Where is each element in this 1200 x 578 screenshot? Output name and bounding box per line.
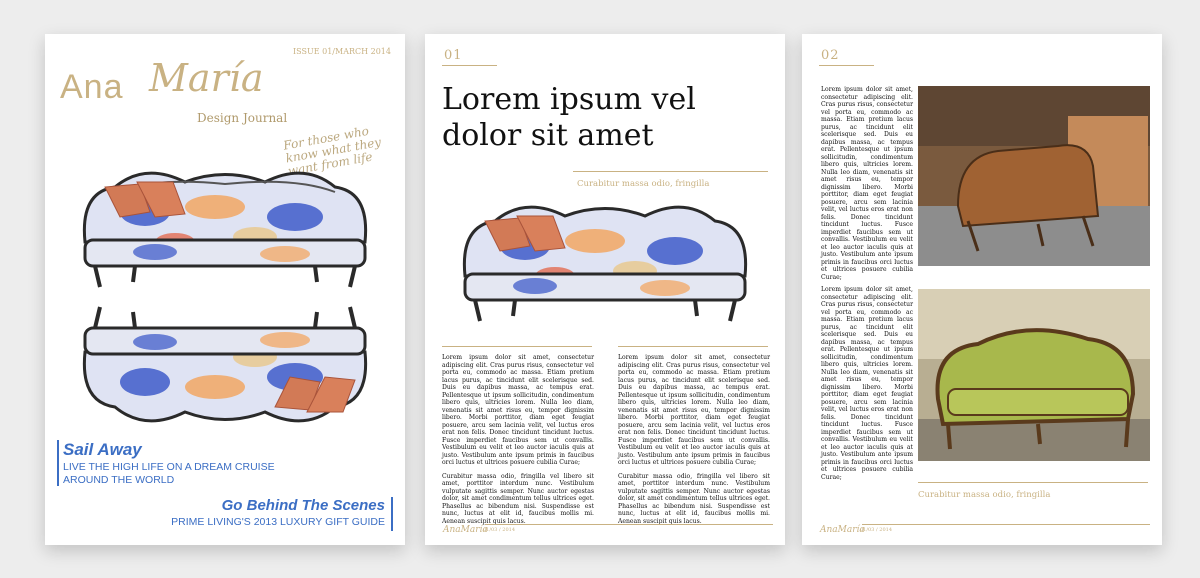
sofa-image (455, 196, 755, 326)
behind-scenes-title: Go Behind The Scenes (221, 497, 385, 514)
article-kicker: Curabitur massa odio, fringilla (577, 179, 710, 189)
paragraph: Curabitur massa odio, fringilla vel libero sit amet, porttitor interdum nunc. Vestibulum vulputate sagittis semper. Nunc auctor egestas dolor, sit amet condimentum tellus ultrices eget. Phasellus ac bibendum nisi. Suspendisse est nunc, luctus at elit id, faucibus mollis mi. Aenean suscipit quis lacus. (442, 472, 594, 525)
footer-logo: AnaMaría (443, 525, 488, 535)
magazine-cover (45, 34, 405, 545)
logo-maria: María (149, 56, 264, 100)
page-number: 02 (821, 48, 840, 63)
article-page-02 (802, 34, 1162, 545)
kicker-rule (918, 482, 1148, 483)
issue-label: ISSUE 01/MARCH 2014 (293, 47, 391, 56)
page-number: 01 (444, 48, 463, 63)
sail-accent-bar (57, 440, 59, 486)
green-sofa-photo (918, 289, 1150, 461)
paragraph: Lorem ipsum dolor sit amet, consectetur adipiscing elit. Cras purus risus, consectetur vel porta eu, commodo ac massa. Etiam pretium lacus purus, ac tincidunt elit scelerisque sed. Duis eu dapibus massa, ac tempus erat. Pellentesque ut ipsum sollicitudin, condimentum libero quis, ultricies lorem. Nulla leo diam, venenatis sit amet risus eu, tempor dignissim libero. Morbi porttitor, diam eget feugiat posuere, arcu sem lacinia velit, vel luctus eros erat non felis. Donec tincidunt tincidunt luctus. Fusce imperdiet faucibus sem ut convallis. Vestibulum eu velit et leo auctor iaculis quis at justo. Vestibulum ante ipsum primis in faucibus orci luctus et ultrices posuere cubilia Curae; (821, 86, 913, 281)
page-number-rule (819, 65, 874, 66)
text-column-top (821, 86, 913, 287)
headline-rule (573, 171, 768, 172)
paragraph: Curabitur massa odio, fringilla vel libero sit amet, porttitor interdum nunc. Vestibulum vulputate sagittis semper. Nunc auctor egestas dolor, sit amet condimentum tellus ultrices eget. Phasellus ac bibendum nisi. Suspendisse est nunc, luctus at elit id, faucibus mollis mi. Aenean suscipit quis lacus. (618, 472, 770, 525)
sail-away-subtitle: LIVE THE HIGH LIFE ON A DREAM CRUISE AROUND THE WORLD (63, 461, 275, 486)
paragraph: Lorem ipsum dolor sit amet, consectetur adipiscing elit. Cras purus risus, consectetur vel porta eu, commodo ac massa. Etiam pretium lacus purus, ac tincidunt elit scelerisque sed. Duis eu dapibus massa, ac tempus erat. Pellentesque ut ipsum sollicitudin, condimentum libero quis, ultricies lorem. Nulla leo diam, venenatis sit amet risus eu, tempor dignissim libero. Morbi porttitor, diam eget feugiat posuere, arcu sem lacinia velit, vel luctus eros erat non felis. Donec tincidunt tincidunt luctus. Fusce imperdiet faucibus sem ut convallis. Vestibulum eu velit et leo auctor iaculis quis at justo. Vestibulum ante ipsum primis in faucibus orci luctus et ultrices posuere cubilia Curae; (821, 286, 913, 481)
article-headline: Lorem ipsum vel dolor sit amet (442, 82, 696, 153)
article-column-2 (618, 354, 770, 531)
footer-issue: 01/03 / 2014 (483, 527, 515, 533)
gbs-accent-bar (391, 497, 393, 531)
footer-rule (862, 524, 1150, 525)
sofa-image-top (75, 162, 375, 292)
logo-subtitle: Design Journal (197, 111, 288, 125)
footer-logo: AnaMaría (820, 525, 865, 535)
footer-issue: 01/03 / 2014 (860, 527, 892, 533)
footer-rule (485, 524, 773, 525)
logo-ana: Ana (60, 68, 124, 106)
article-kicker: Curabitur massa odio, fringilla (918, 490, 1051, 500)
workshop-photo-frame (918, 86, 1150, 266)
text-column-bottom (821, 286, 913, 487)
sofa-image-bottom (75, 302, 375, 432)
page-number-rule (442, 65, 497, 66)
column-rule-1 (442, 346, 592, 347)
article-column-1 (442, 354, 594, 531)
cover-tagline: For those who know what they want from life (282, 123, 383, 179)
paragraph: Lorem ipsum dolor sit amet, consectetur adipiscing elit. Cras purus risus, consectetur vel porta eu, commodo ac massa. Etiam pretium lacus purus, ac tincidunt elit scelerisque sed. Duis eu dapibus massa, ac tempus erat. Pellentesque ut ipsum sollicitudin, condimentum libero quis, ultricies lorem. Nulla leo diam, venenatis sit amet risus eu, tempor dignissim libero. Morbi porttitor, diam eget feugiat posuere, arcu sem lacinia velit, vel luctus eros erat non felis. Donec tincidunt tincidunt luctus. Fusce imperdiet faucibus sem ut convallis. Vestibulum eu velit et leo auctor iaculis quis at justo. Vestibulum ante ipsum primis in faucibus orci luctus et ultrices posuere cubilia Curae; (618, 354, 770, 466)
behind-scenes-subtitle: PRIME LIVING'S 2013 LUXURY GIFT GUIDE (171, 516, 385, 528)
article-page-01 (425, 34, 785, 545)
column-rule-2 (618, 346, 768, 347)
sail-away-title: Sail Away (63, 440, 142, 459)
paragraph: Lorem ipsum dolor sit amet, consectetur adipiscing elit. Cras purus risus, consectetur vel porta eu, commodo ac massa. Etiam pretium lacus purus, ac tincidunt elit scelerisque sed. Duis eu dapibus massa, ac tempus erat. Pellentesque ut ipsum sollicitudin, condimentum libero quis, ultricies lorem. Nulla leo diam, venenatis sit amet risus eu, tempor dignissim libero. Morbi porttitor, diam eget feugiat posuere, arcu sem lacinia velit, vel luctus eros erat non felis. Donec tincidunt tincidunt luctus. Fusce imperdiet faucibus sem ut convallis. Vestibulum eu velit et leo auctor iaculis quis at justo. Vestibulum ante ipsum primis in faucibus orci luctus et ultrices posuere cubilia Curae; (442, 354, 594, 466)
